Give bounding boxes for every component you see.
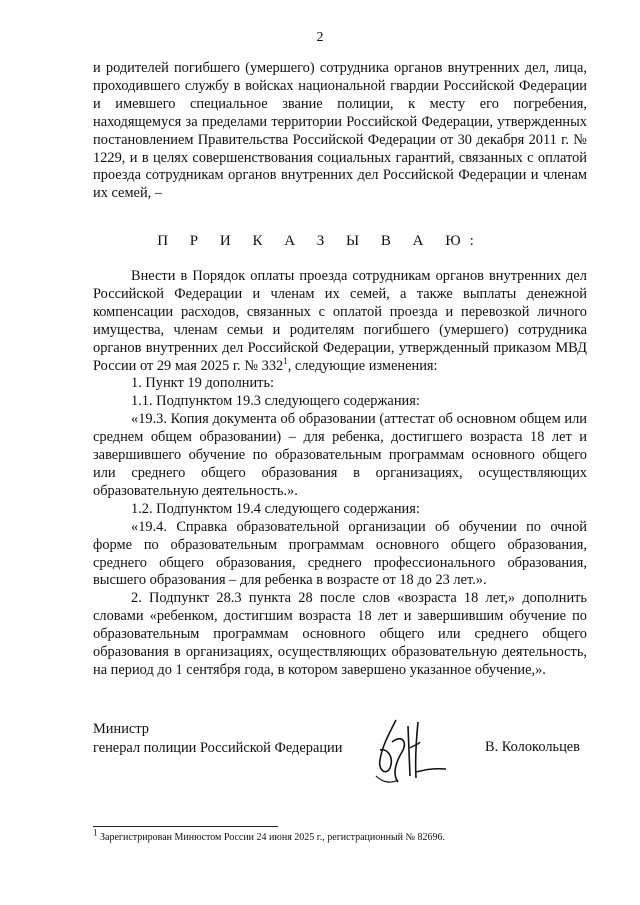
item-1-1: 1.1. Подпунктом 19.3 следующего содержания: (131, 393, 420, 410)
quote-19-3: «19.3. Копия документа об образовании (аттестат об основном общем или среднем общем образовании) – для ребенка, достигшего возраста 18 лет и завершившего обучение по образовательным программам основного общего или среднего общего образования в организациях, осуществляющих образовательную деятельность.». (93, 411, 587, 499)
signatory-title-line1: Министр (93, 721, 149, 737)
document-body (93, 268, 587, 680)
footnote-text: Зарегистрирован Минюстом России 24 июня 2025 г., регистрационный № 82696. (97, 832, 446, 843)
main-paragraph (93, 268, 587, 375)
footnote-mark: 1 (93, 827, 98, 838)
item-1: 1. Пункт 19 дополнить: (131, 375, 275, 392)
item-1-2: 1.2. Подпунктом 19.4 следующего содержания: (131, 500, 420, 517)
footnote (93, 827, 446, 843)
footnote-reference: 1 (283, 355, 288, 366)
signatory-title (93, 720, 342, 758)
signatory-title-line2: генерал полиции Российской Федерации (93, 740, 343, 756)
signatory-name: В. Колокольцев (485, 739, 580, 755)
order-heading: П Р И К А З Ы В А Ю: (157, 233, 483, 249)
handwritten-signature (368, 712, 450, 790)
page-number: 2 (316, 30, 324, 45)
main-paragraph-tail: , следующие изменения: (287, 357, 438, 374)
main-paragraph-text: Внести в Порядок оплаты проезда сотрудникам органов внутренних дел Российской Федерации и членам их семей, а также выплаты денежной компенсации расходов, связанных с оплатой проезда и перевозкой личного имущества, членам семьи и родителям погибшего (умершего) сотрудника органов внутренних дел Российской Федерации, утвержденный приказом МВД России от 29 мая 2025 г. № 332 (93, 268, 587, 374)
intro-paragraph: и родителей погибшего (умершего) сотрудника органов внутренних дел, лица, проходившего службу в войсках национальной гвардии Российской Федерации и имевшего специальное звание полиции, к месту его погребения, находящемуся за пределами территории Российской Федерации, утвержденных постановлением Правительства Российской Федерации от 30 декабря 2011 г. № 1229, и в целях совершенствования социальных гарантий, связанных с оплатой проезда сотрудникам органов внутренних дел Российской Федерации и членам их семей, – (93, 60, 587, 202)
item-2: 2. Подпункт 28.3 пункта 28 после слов «возраста 18 лет,» дополнить словами «ребенком, достигшим возраста 18 лет и завершившим обучение по образовательным программам основного общего или среднего общего образования в организациях, осуществляющих образовательную деятельность, на период до 1 сентября года, в котором завершено указанное обучение,». (93, 590, 587, 678)
quote-19-4: «19.4. Справка образовательной организации об обучении по очной форме по образовательным программам основного общего образования, среднего общего образования, среднего профессионального образования, высшего образования – для ребенка в возрасте от 18 до 23 лет.». (93, 518, 587, 589)
footnote-divider (93, 826, 278, 827)
